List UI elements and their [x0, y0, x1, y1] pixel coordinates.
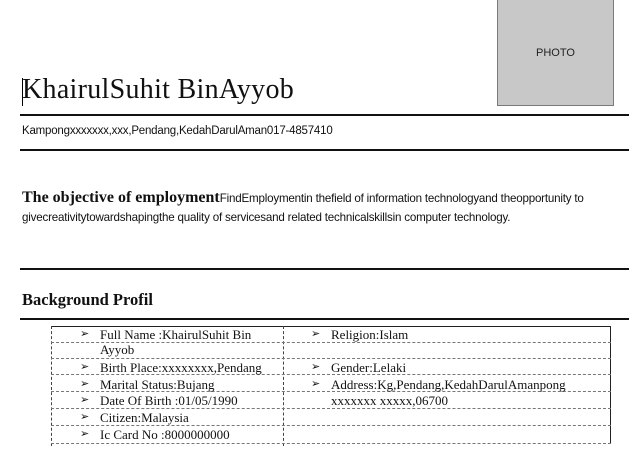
section-heading-background: Background Profil: [22, 290, 153, 309]
contact-address: Kampongxxxxxxx,xxx,Pendang,KedahDarulAman017-4857410: [22, 125, 333, 137]
arrow-bullet-icon: ➢: [311, 378, 321, 390]
arrow-bullet-icon: ➢: [80, 394, 90, 406]
divider: [20, 318, 629, 320]
arrow-bullet-icon: ➢: [311, 328, 321, 340]
table-row-line: [51, 443, 611, 444]
objective-heading: The objective of employment: [22, 189, 220, 206]
table-border: [51, 326, 52, 446]
arrow-bullet-icon: ➢: [80, 411, 90, 423]
list-item: Religion:Islam: [331, 327, 409, 342]
photo-label: PHOTO: [536, 46, 575, 59]
arrow-bullet-icon: ➢: [311, 361, 321, 373]
list-item: Citizen:Malaysia: [100, 410, 189, 425]
photo-placeholder: [497, 0, 614, 106]
objective-text: FindEmploymentin thefield of information technologyand theopportunity to givecreativitytowardshapingthe quality of servicesand related technicalskillsin computer technology.: [22, 192, 584, 224]
arrow-bullet-icon: ➢: [80, 361, 90, 373]
list-item: Birth Place:xxxxxxxx,Pendang: [100, 360, 262, 375]
arrow-bullet-icon: ➢: [80, 428, 90, 440]
list-item: Marital Status:Bujang: [100, 377, 215, 392]
list-item: Ayyob: [100, 342, 135, 357]
list-item: Address:Kg,Pendang,KedahDarulAmanpong: [331, 377, 566, 392]
table-row-line: [51, 342, 611, 343]
objective-paragraph: [22, 189, 602, 227]
list-item: Date Of Birth :01/05/1990: [100, 393, 238, 408]
arrow-bullet-icon: ➢: [80, 378, 90, 390]
table-row-line: [51, 358, 611, 359]
list-item: Gender:Lelaki: [331, 360, 407, 375]
list-item: Ic Card No :8000000000: [100, 427, 230, 442]
candidate-name: KhairulSuhit BinAyyob: [22, 74, 295, 105]
divider: [20, 149, 629, 151]
divider: [20, 114, 629, 116]
table-row-line: [51, 425, 611, 426]
list-item: Full Name :KhairulSuhit Bin: [100, 327, 252, 342]
table-border: [283, 326, 284, 446]
list-item: xxxxxxx xxxxx,06700: [331, 393, 448, 408]
arrow-bullet-icon: ➢: [80, 328, 90, 340]
table-row-line: [51, 408, 611, 409]
divider: [20, 268, 629, 270]
